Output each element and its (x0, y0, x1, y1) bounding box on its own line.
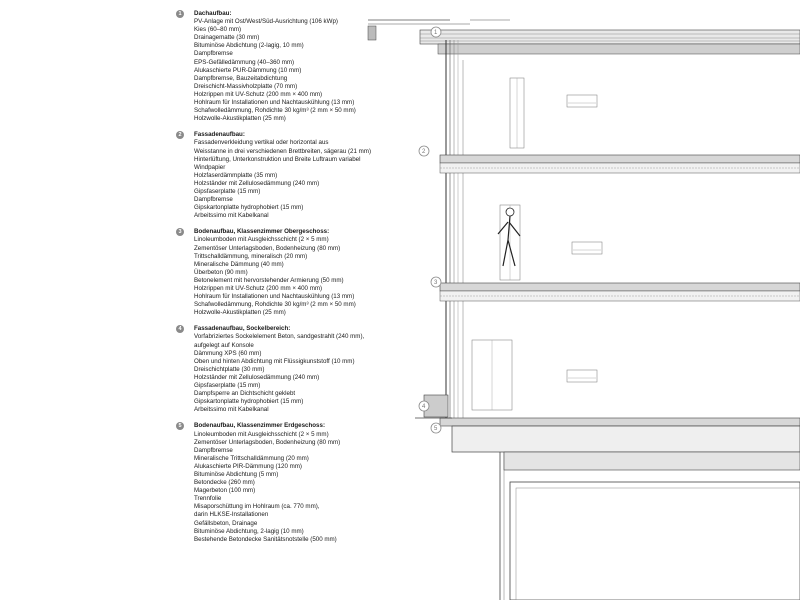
section-tag-1 (431, 27, 441, 37)
layer-line: Trennfolie (194, 495, 222, 503)
floor-slab-2 (440, 283, 800, 301)
layer-line: Alukaschierte PIR-Dämmung (120 mm) (194, 462, 302, 470)
layer-line: Schafwolledämmung, Rohdichte 30 kg/m³ (2 mm × 50 mm) (194, 301, 356, 309)
section-tag-3 (431, 277, 441, 287)
section-tag-4 (419, 401, 429, 411)
layer-line: Dampfsperre an Dichtschicht geklebt (194, 390, 296, 398)
layer-line: Bituminöse Abdichtung, 2-lagig (10 mm) (194, 527, 304, 535)
section-number-badge: 2 (176, 131, 184, 139)
layer-line: Holzwolle-Akustikplatten (25 mm) (194, 115, 286, 123)
layer-line: Hohlraum für Installationen und Nachtauskühlung (13 mm) (194, 293, 355, 301)
layer-line: Magerbeton (100 mm) (194, 487, 256, 495)
section-number-badge: 4 (176, 325, 184, 333)
section-title: Bodenaufbau, Klassenzimmer Obergeschoss: (194, 228, 330, 236)
layer-line: Holzwolle-Akustikplatten (25 mm) (194, 309, 286, 317)
layer-line: Oben und hinten Abdichtung mit Flüssigkunststoff (10 mm) (194, 357, 355, 365)
layer-line: Gipsfaserplatte (15 mm) (194, 187, 261, 195)
layer-line: EPS-Gefälledämmung (40–360 mm) (194, 58, 295, 66)
layer-line: Holzrippen mit UV-Schutz (200 mm × 400 mm) (194, 285, 323, 292)
upper-room (510, 78, 597, 148)
section-title: Dachaufbau: (194, 10, 232, 17)
layer-line: Arbeitssimo mit Kabelkanal (194, 406, 269, 414)
layer-line: Weisstanne in drei verschiedenen Brettbreiten, sägerau (21 mm) (194, 147, 372, 155)
layer-line: Bituminöse Abdichtung (2-lagig, 10 mm) (194, 42, 304, 50)
layer-line: Zementöser Unterlagsboden, Bodenheizung (80 mm) (194, 438, 341, 446)
layer-line: Dreischicht-Massivholzplatte (70 mm) (194, 82, 298, 90)
layer-line: Betondecke (260 mm) (194, 479, 255, 487)
section-drawing-svg (360, 0, 800, 600)
section-tag-5 (431, 423, 441, 433)
ground-floor-slab (440, 418, 800, 452)
layer-line: Holzständer mit Zellulosedämmung (240 mm) (194, 373, 320, 381)
layer-line: Gipsfaserplatte (15 mm) (194, 382, 261, 390)
section-number-badge: 3 (176, 228, 184, 236)
layer-line: Mineralische Dämmung (40 mm) (194, 260, 284, 268)
layer-line: Arbeitssimo mit Kabelkanal (194, 212, 269, 220)
layer-line: Misaporschüttung im Hohlraum (ca. 770 mm), (194, 503, 320, 511)
layer-line: Dreischichtplatte (30 mm) (194, 365, 265, 373)
layer-line: Gefällsbeton, Drainage (194, 519, 258, 527)
svg-text:4: 4 (422, 404, 426, 410)
layer-line: Dämmung XPS (60 mm) (194, 349, 262, 357)
facade-wall (446, 40, 463, 420)
layer-line: Fassadenverkleidung vertikal oder horizontal aus (194, 139, 329, 147)
layer-line: Vorfabriziertes Sockelelement Beton, sandgestrahlt (240 mm), (194, 333, 365, 341)
layer-line: Dampfbremse (194, 196, 233, 204)
layer-line: Alukaschierte PUR-Dämmung (10 mm) (194, 66, 302, 74)
layer-line: Bestehende Betondecke Sanitätsnotstelle (500 mm) (194, 535, 337, 543)
layer-line: Kies (60–80 mm) (194, 26, 242, 34)
layer-line: Windpapier (194, 163, 226, 171)
layer-line: darin HLKSE-Installationen (194, 511, 269, 519)
layer-line: Gipskartonplatte hydrophobiert (15 mm) (194, 398, 304, 406)
roof-structure (368, 20, 800, 54)
layer-line: Linoleumboden mit Ausgleichsschicht (2 × 5 mm) (194, 236, 329, 244)
layer-line: Zementöser Unterlagsboden, Bodenheizung (80 mm) (194, 244, 341, 252)
layer-line: aufgelegt auf Konsole (194, 341, 254, 349)
middle-room (500, 205, 602, 280)
svg-text:1: 1 (434, 30, 438, 36)
section-number-badge: 5 (176, 422, 184, 430)
section-title: Fassadenaufbau, Sockelbereich: (194, 325, 291, 333)
layer-line: PV-Anlage mit Ost/West/Süd-Ausrichtung (106 kWp) (194, 18, 338, 26)
layer-line: Holzrippen mit UV-Schutz (200 mm × 400 mm) (194, 90, 323, 98)
section-tag-2 (419, 146, 429, 156)
svg-text:2: 2 (422, 149, 426, 155)
layer-line: Bituminöse Abdichtung (5 mm) (194, 470, 279, 478)
section-number-badge: 1 (176, 10, 184, 18)
svg-text:3: 3 (434, 280, 438, 286)
layer-line: Holzständer mit Zellulosedämmung (240 mm) (194, 179, 320, 187)
layer-line: Überbeton (90 mm) (194, 268, 248, 276)
layer-line: Drainagematte (30 mm) (194, 34, 260, 42)
layer-line: Dampfbremse, Bauzeitabdichtung (194, 74, 288, 82)
lower-room (472, 340, 597, 410)
floor-slab-1 (440, 155, 800, 173)
layer-line: Dampfbremse (194, 50, 233, 58)
svg-text:5: 5 (434, 426, 438, 432)
section-title: Bodenaufbau, Klassenzimmer Erdgeschoss: (194, 422, 326, 430)
layer-line: Gipskartonplatte hydrophobiert (15 mm) (194, 204, 304, 212)
layer-line: Hinterlüftung, Unterkonstruktion und Breite Luftraum variabel (194, 155, 361, 163)
person-figure (498, 208, 520, 266)
layer-line: Schafwolledämmung, Rohdichte 30 kg/m³ (2 mm × 50 mm) (194, 107, 356, 115)
layer-line: Hohlraum für Installationen und Nachtauskühlung (13 mm) (194, 99, 355, 107)
layer-line: Betonelement mit hervorstehender Armierung (50 mm) (194, 276, 344, 284)
layer-line: Mineralische Trittschalldämmung (20 mm) (194, 454, 309, 462)
layer-line: Holzfaserdämmplatte (35 mm) (194, 171, 278, 179)
layer-line: Linoleumboden mit Ausgleichsschicht (2 × 5 mm) (194, 430, 329, 438)
layer-line: Dampfbremse (194, 446, 233, 454)
layer-line: Trittschalldämmung, mineralisch (20 mm) (194, 252, 308, 260)
section-drawing (360, 0, 800, 600)
section-title: Fassadenaufbau: (194, 131, 245, 139)
